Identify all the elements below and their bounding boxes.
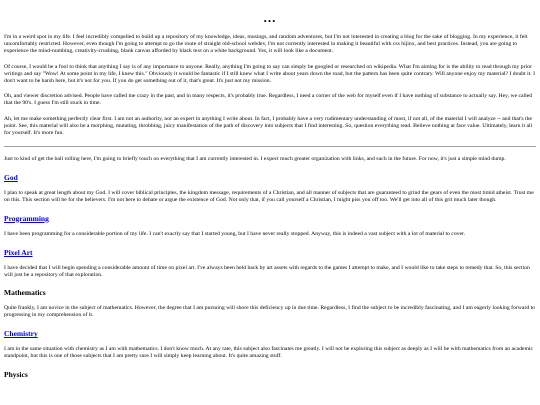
section-body-chemistry: I am in the same situation with chemistry as I am with mathematics. I don't know much. At any rate, this subject also fascinates me greatly. I will not be exploring this subject as deeply as I will be with mathematics from an academic standpoint, but this is one of those subjects that I am pretty sure I will simply keep learning about. It's quite amazing stuff.: [4, 346, 533, 360]
section-heading-mathematics: Mathematics: [4, 288, 46, 298]
section-body-programming: I have been programming for a considerable portion of my life. I can't exactly say that I started young, but I have never really stopped. Anyway, this is indeed a vast subject with a lot of material to cover.: [4, 230, 466, 237]
god-link[interactable]: God: [4, 172, 18, 182]
intro-paragraph: Of course, I would be a fool to think that anything I say is of any importance to anyone. Really, anything I'm going to say can simply be googled or researched on wikipedia. What I'm aiming for is the ability to read through my prior writings and say "Wow! At some point in my life, I knew this." Obviously it would be fantastic if I still knew what I write about years down the road, but the pattern has been quite contrary. Will anyone enjoy my material? I doubt it. I don't want to be harsh here, but it's not for you. If you do get something out of it, that's great. It's just not my mission.: [4, 63, 536, 84]
lead-in-paragraph: Just to kind of get the ball rolling here, I'm going to briefly touch on everything that I am currently interested in. I expect much greater organization with links, and such in the future. For now, it's just a simple mind dump.: [4, 155, 506, 162]
section-heading-god: [4, 173, 536, 182]
intro-paragraph: Oh, and viewer discretion advised. People have called me crazy in the past, and in many respects, it's probably true. Regardless, I need a corner of the web for myself even if I have nothing of substance to actually say. Hey, we called that the 90's. I guess I'm still stuck in time.: [4, 93, 533, 107]
section-heading-physics: Physics: [4, 370, 28, 380]
chemistry-link[interactable]: Chemistry: [4, 329, 38, 339]
section-heading-chemistry: [4, 329, 536, 338]
section-body-god: I plan to speak at great length about my God. I will cover biblical principles, the kingdom message, requirements of a Christian, and all manner of subjects that are guaranteed to grind the gears of even the most timid atheist. Trust me on this. This section will be for the believers. I'm not here to debate or argue the existence of God. Not only that, if you call yourself a Christian, I might piss you off too. We'll get into all of this grit much later though.: [4, 189, 534, 203]
page-title: ...: [263, 10, 277, 25]
divider: [4, 146, 536, 147]
section-body-pixel-art: I have decided that I will begin spending a considerable amount of time on pixel art. I've always been held back by art assets with regards to the games I attempt to make, and I would like to take steps to remedy that. So, this section will just be a repository of that exploration.: [4, 264, 530, 278]
intro-paragraph: Ah, let me make something perfectly clear first. I am not an authority, nor an expert in anything I write about. In fact, I probably have a very rudimentary understanding of most, if not all, of the material I will analyze -- and that's the point. See, this material will also be a morphing, mutating, throbbing, juicy manifestation of the path of discovery into subjects that I find interesting. So, question everything read. Believe nothing at face value. Ultimately, learn it all for yourself. It's more fun.: [4, 116, 533, 137]
section-heading-programming: [4, 214, 536, 223]
pixel-art-link[interactable]: Pixel Art: [4, 247, 33, 257]
programming-link[interactable]: Programming: [4, 213, 49, 223]
section-body-mathematics: Quite frankly, I am novice in the subject of mathematics. However, the degree that I am pursuing will shore this deficiency up in due time. Regardless, I find the subject to be incredibly fascinating, and I am eagerly looking forward to progressing in my comprehension of it.: [4, 305, 536, 319]
section-heading-pixel-art: [4, 248, 536, 257]
intro-paragraph: I'm in a weird spot in my life. I feel incredibly compelled to build up a repository of my knowledge, ideas, musings, and random adventures, but I'm not interested in creating a blog for the sake of blogging. In my experience, it felt uncomfortably restricted. However, even though I'm going to attempt to go the route of straight old-school webdev, I'm not currently interested in making it beautiful with css hijinx, and best practices. Instead, you are going to experience the mind-numbing, creativity-crushing, blank canvas afforded by black text on a white background. Yes, it will look like a document.: [4, 34, 528, 54]
